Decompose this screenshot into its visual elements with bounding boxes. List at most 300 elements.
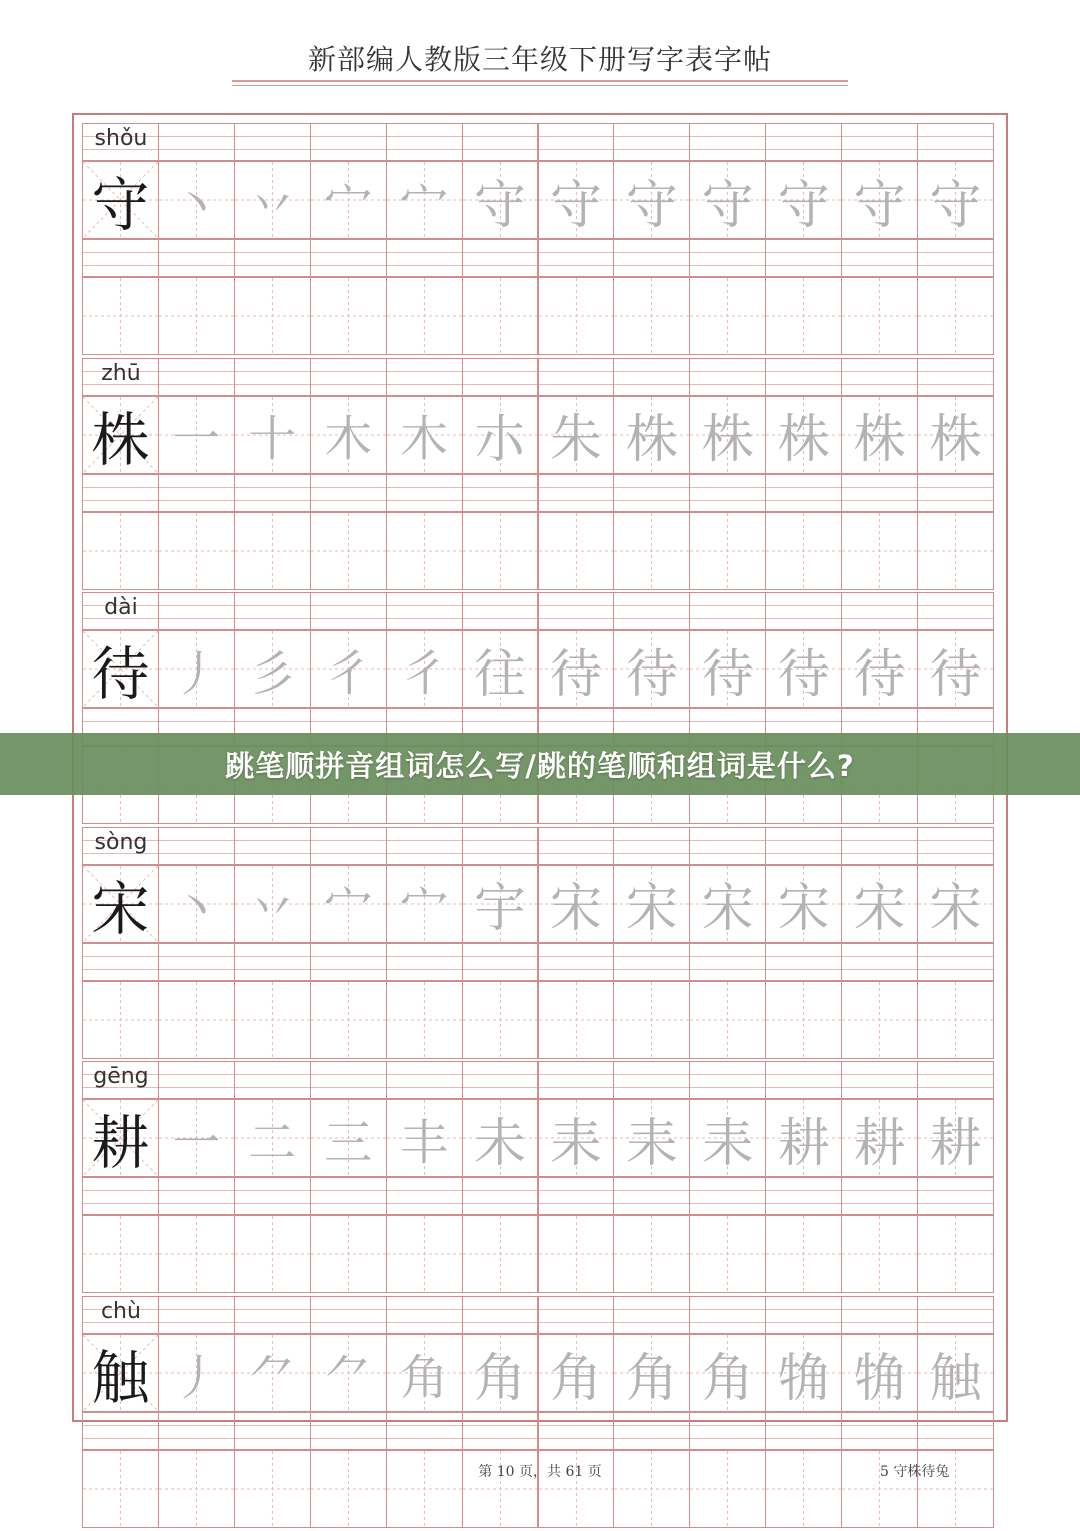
document-title: 新部编人教版三年级下册写字表字帖 xyxy=(307,43,772,76)
practice-pinyin-cell[interactable] xyxy=(386,1412,463,1450)
stroke-step: ⺈ xyxy=(248,1349,297,1406)
practice-character-cell[interactable] xyxy=(158,1215,235,1293)
practice-character-cell[interactable] xyxy=(158,981,235,1059)
stroke-step-cell xyxy=(841,630,918,708)
practice-character-cell[interactable] xyxy=(917,512,994,590)
practice-character-cell[interactable] xyxy=(841,1215,918,1293)
practice-character-cell[interactable] xyxy=(689,1215,766,1293)
pinyin-cell xyxy=(613,592,690,630)
pinyin-cell xyxy=(538,1061,615,1099)
practice-character-cell[interactable] xyxy=(82,277,159,355)
practice-pinyin-cell[interactable] xyxy=(841,1177,918,1215)
stroke-step-cell xyxy=(765,1099,842,1177)
practice-character-cell[interactable] xyxy=(841,981,918,1059)
pinyin-cell xyxy=(310,1061,387,1099)
pinyin-cell xyxy=(689,827,766,865)
practice-pinyin-cell[interactable] xyxy=(234,474,311,512)
stroke-step-cell xyxy=(765,865,842,943)
pinyin-cell xyxy=(917,1061,994,1099)
stroke-step: 二 xyxy=(248,1114,297,1171)
practice-character-cell[interactable] xyxy=(158,512,235,590)
practice-character-cell[interactable] xyxy=(462,277,539,355)
stroke-step-cell xyxy=(462,630,539,708)
pinyin-cell xyxy=(841,592,918,630)
stroke-step-cell xyxy=(234,630,311,708)
stroke-step-cell xyxy=(613,630,690,708)
stroke-step: 彡 xyxy=(248,645,297,702)
practice-pinyin-cell[interactable] xyxy=(613,943,690,981)
practice-character-cell[interactable] xyxy=(462,981,539,1059)
stroke-step-cell xyxy=(765,630,842,708)
practice-character-cell[interactable] xyxy=(310,277,387,355)
character-row xyxy=(82,1296,993,1531)
stroke-step: 宀 xyxy=(324,176,373,233)
stroke-step: 宋 xyxy=(853,879,906,940)
practice-character-cell[interactable] xyxy=(613,1215,690,1293)
practice-pinyin-cell[interactable] xyxy=(689,474,766,512)
model-character-cell xyxy=(82,161,159,239)
pinyin-cell xyxy=(386,1061,463,1099)
stroke-step-cell xyxy=(386,396,463,474)
stroke-step-cell xyxy=(689,865,766,943)
practice-pinyin-cell[interactable] xyxy=(462,1177,539,1215)
pinyin-cell xyxy=(765,592,842,630)
stroke-step: 未 xyxy=(474,1113,527,1174)
footer-page-info: 第 10 页，共 61 页 xyxy=(478,1464,602,1480)
pinyin-band xyxy=(82,1061,993,1099)
practice-pinyin-cell[interactable] xyxy=(841,1412,918,1450)
model-character: 触 xyxy=(91,1344,150,1412)
practice-pinyin-cell[interactable] xyxy=(82,239,159,277)
stroke-step: 守 xyxy=(549,175,602,236)
practice-pinyin-cell[interactable] xyxy=(158,474,235,512)
stroke-step: 株 xyxy=(625,410,678,471)
pinyin-cell xyxy=(310,358,387,396)
stroke-step-cell xyxy=(234,865,311,943)
practice-pinyin-cell[interactable] xyxy=(386,239,463,277)
model-character: 耕 xyxy=(91,1109,150,1178)
practice-character-cell[interactable] xyxy=(386,277,463,355)
stroke-step: 角 xyxy=(474,1348,527,1409)
stroke-step: 往 xyxy=(474,644,527,705)
pinyin-cell xyxy=(462,358,539,396)
practice-pinyin-cell[interactable] xyxy=(462,1412,539,1450)
pinyin-label: dài xyxy=(104,595,138,621)
stroke-step-cell xyxy=(613,1334,690,1412)
pinyin-cell xyxy=(538,123,615,161)
pinyin-cell xyxy=(917,592,994,630)
stroke-step-cell xyxy=(689,1099,766,1177)
practice-pinyin-cell[interactable] xyxy=(538,943,615,981)
practice-character-cell[interactable] xyxy=(917,277,994,355)
stroke-step: 守 xyxy=(777,175,830,236)
practice-pinyin-cell[interactable] xyxy=(462,239,539,277)
stroke-step: 丰 xyxy=(400,1114,449,1171)
pinyin-cell xyxy=(841,827,918,865)
practice-pinyin-band xyxy=(82,943,993,981)
stroke-step: 守 xyxy=(474,175,527,236)
pinyin-cell xyxy=(234,592,311,630)
title-underline-bottom xyxy=(232,85,848,86)
pinyin-cell xyxy=(158,358,235,396)
practice-pinyin-cell[interactable] xyxy=(917,474,994,512)
pinyin-cell xyxy=(82,358,159,396)
practice-pinyin-cell[interactable] xyxy=(310,1177,387,1215)
character-row xyxy=(82,1061,993,1296)
practice-pinyin-cell[interactable] xyxy=(234,239,311,277)
stroke-step-cell xyxy=(158,1334,235,1412)
stroke-step: 丶 xyxy=(172,880,221,937)
pinyin-cell xyxy=(310,123,387,161)
stroke-step: 株 xyxy=(853,410,906,471)
pinyin-cell xyxy=(689,1061,766,1099)
practice-pinyin-cell[interactable] xyxy=(917,1412,994,1450)
pinyin-cell xyxy=(689,123,766,161)
practice-pinyin-cell[interactable] xyxy=(82,1177,159,1215)
stroke-step-cell xyxy=(310,161,387,239)
stroke-step: 待 xyxy=(625,644,678,705)
practice-pinyin-cell[interactable] xyxy=(82,474,159,512)
pinyin-band xyxy=(82,358,993,396)
stroke-step-cell xyxy=(462,1099,539,1177)
pinyin-cell xyxy=(765,1061,842,1099)
practice-pinyin-cell[interactable] xyxy=(310,1412,387,1450)
pinyin-cell xyxy=(234,827,311,865)
stroke-step-cell xyxy=(689,396,766,474)
pinyin-cell xyxy=(234,123,311,161)
pinyin-cell xyxy=(386,827,463,865)
pinyin-cell xyxy=(82,123,159,161)
pinyin-cell xyxy=(841,1296,918,1334)
stroke-step: 株 xyxy=(777,410,830,471)
stroke-step-cell xyxy=(310,630,387,708)
title-underline-top xyxy=(232,80,848,82)
stroke-step-cell xyxy=(689,1334,766,1412)
pinyin-cell xyxy=(689,1296,766,1334)
practice-pinyin-cell[interactable] xyxy=(917,239,994,277)
stroke-step: 朱 xyxy=(549,410,602,471)
practice-pinyin-cell[interactable] xyxy=(841,239,918,277)
practice-character-cell[interactable] xyxy=(310,1215,387,1293)
practice-pinyin-cell[interactable] xyxy=(538,1177,615,1215)
stroke-step-cell xyxy=(538,161,615,239)
stroke-step-cell xyxy=(689,630,766,708)
stroke-step-cell xyxy=(462,161,539,239)
practice-character-cell[interactable] xyxy=(765,981,842,1059)
overlay-banner xyxy=(0,733,1080,795)
pinyin-band xyxy=(82,123,993,161)
stroke-step: 待 xyxy=(777,644,830,705)
stroke-step-cell xyxy=(765,1334,842,1412)
pinyin-cell xyxy=(462,123,539,161)
stroke-step-cell xyxy=(917,161,994,239)
practice-pinyin-cell[interactable] xyxy=(613,474,690,512)
stroke-step: 待 xyxy=(929,644,982,705)
stroke-step: 耒 xyxy=(701,1113,754,1174)
practice-pinyin-cell[interactable] xyxy=(689,1177,766,1215)
practice-pinyin-cell[interactable] xyxy=(765,474,842,512)
practice-character-cell[interactable] xyxy=(310,981,387,1059)
stroke-step-cell xyxy=(613,161,690,239)
pinyin-cell xyxy=(234,1061,311,1099)
practice-character-cell[interactable] xyxy=(158,277,235,355)
stroke-step-cell xyxy=(538,865,615,943)
practice-pinyin-cell[interactable] xyxy=(310,239,387,277)
practice-pinyin-band xyxy=(82,1412,993,1450)
stroke-step-cell xyxy=(386,161,463,239)
practice-character-cell[interactable] xyxy=(462,512,539,590)
practice-pinyin-cell[interactable] xyxy=(234,1412,311,1450)
stroke-step-cell xyxy=(310,396,387,474)
model-character-cell xyxy=(82,1334,159,1412)
stroke-step: 木 xyxy=(400,411,449,468)
stroke-step: 待 xyxy=(853,644,906,705)
practice-character-cell[interactable] xyxy=(765,512,842,590)
practice-character-cell[interactable] xyxy=(234,981,311,1059)
stroke-step-cell xyxy=(613,865,690,943)
practice-pinyin-cell[interactable] xyxy=(765,1412,842,1450)
stroke-step-cell xyxy=(613,396,690,474)
pinyin-label: gēng xyxy=(93,1064,149,1090)
stroke-step: 待 xyxy=(701,644,754,705)
stroke-step-cell xyxy=(158,630,235,708)
practice-character-cell[interactable] xyxy=(917,1215,994,1293)
practice-character-cell[interactable] xyxy=(689,277,766,355)
practice-pinyin-cell[interactable] xyxy=(234,1177,311,1215)
stroke-step-cell xyxy=(538,630,615,708)
pinyin-cell xyxy=(310,827,387,865)
stroke-step: 守 xyxy=(625,175,678,236)
stroke-step: 触 xyxy=(929,1348,982,1409)
stroke-step-cell xyxy=(917,1099,994,1177)
practice-pinyin-cell[interactable] xyxy=(158,1412,235,1450)
model-character: 宋 xyxy=(91,874,150,943)
stroke-step: 宋 xyxy=(929,879,982,940)
pinyin-cell xyxy=(538,827,615,865)
model-character-cell xyxy=(82,1099,159,1177)
stroke-step-cell xyxy=(917,630,994,708)
stroke-step-cell xyxy=(310,865,387,943)
pinyin-cell xyxy=(158,827,235,865)
practice-pinyin-cell[interactable] xyxy=(841,474,918,512)
practice-pinyin-cell[interactable] xyxy=(613,239,690,277)
pinyin-cell xyxy=(82,1061,159,1099)
practice-character-cell[interactable] xyxy=(917,981,994,1059)
practice-character-cell[interactable] xyxy=(386,981,463,1059)
practice-pinyin-cell[interactable] xyxy=(158,239,235,277)
practice-character-cell[interactable] xyxy=(538,1215,615,1293)
practice-character-cell[interactable] xyxy=(841,512,918,590)
practice-character-cell[interactable] xyxy=(386,1215,463,1293)
practice-character-cell[interactable] xyxy=(234,277,311,355)
practice-pinyin-cell[interactable] xyxy=(841,943,918,981)
stroke-step: 觕 xyxy=(853,1348,906,1409)
stroke-step-cell xyxy=(841,396,918,474)
stroke-step-cell xyxy=(386,630,463,708)
pinyin-cell xyxy=(917,827,994,865)
stroke-step-cell xyxy=(386,1099,463,1177)
stroke-step-cell xyxy=(462,865,539,943)
stroke-step: 守 xyxy=(853,175,906,236)
stroke-step-cell xyxy=(613,1099,690,1177)
stroke-step: 宀 xyxy=(324,880,373,937)
practice-pinyin-cell[interactable] xyxy=(689,943,766,981)
practice-character-cell[interactable] xyxy=(841,277,918,355)
pinyin-cell xyxy=(841,358,918,396)
stroke-step-cell xyxy=(538,396,615,474)
practice-pinyin-cell[interactable] xyxy=(765,239,842,277)
stroke-step: 耕 xyxy=(853,1113,906,1174)
stroke-step: 宋 xyxy=(701,879,754,940)
stroke-step: 宇 xyxy=(474,879,527,940)
pinyin-label: chù xyxy=(100,1299,141,1324)
character-row xyxy=(82,123,993,358)
pinyin-cell xyxy=(917,123,994,161)
stroke-step: 木 xyxy=(324,411,373,468)
pinyin-cell xyxy=(462,827,539,865)
practice-pinyin-cell[interactable] xyxy=(462,474,539,512)
practice-character-cell[interactable] xyxy=(82,981,159,1059)
stroke-step-cell xyxy=(310,1099,387,1177)
pinyin-cell xyxy=(917,358,994,396)
pinyin-cell xyxy=(386,592,463,630)
pinyin-cell xyxy=(765,123,842,161)
practice-character-cell[interactable] xyxy=(234,512,311,590)
practice-character-cell[interactable] xyxy=(462,1215,539,1293)
practice-character-cell[interactable] xyxy=(613,512,690,590)
practice-character-cell[interactable] xyxy=(82,512,159,590)
practice-pinyin-cell[interactable] xyxy=(386,1177,463,1215)
practice-character-cell[interactable] xyxy=(234,1215,311,1293)
practice-pinyin-cell[interactable] xyxy=(386,474,463,512)
pinyin-cell xyxy=(689,358,766,396)
stroke-step-cell xyxy=(917,1334,994,1412)
practice-character-cell[interactable] xyxy=(765,277,842,355)
practice-character-cell[interactable] xyxy=(765,1215,842,1293)
pinyin-cell xyxy=(689,592,766,630)
practice-pinyin-cell[interactable] xyxy=(689,239,766,277)
pinyin-cell xyxy=(82,592,159,630)
stroke-step-cell xyxy=(917,865,994,943)
stroke-step: 耒 xyxy=(625,1113,678,1174)
pinyin-label: shǒu xyxy=(94,126,148,151)
practice-pinyin-cell[interactable] xyxy=(234,943,311,981)
pinyin-cell xyxy=(841,1061,918,1099)
stroke-step-cell xyxy=(765,161,842,239)
stroke-step: 守 xyxy=(929,175,982,236)
practice-character-cell[interactable] xyxy=(538,981,615,1059)
stroke-step-cell xyxy=(234,396,311,474)
stroke-step: 宀 xyxy=(400,880,449,937)
pinyin-cell xyxy=(234,358,311,396)
practice-character-cell[interactable] xyxy=(538,512,615,590)
stroke-step-cell xyxy=(158,161,235,239)
stroke-step: 角 xyxy=(549,1348,602,1409)
practice-character-cell[interactable] xyxy=(386,512,463,590)
model-character: 守 xyxy=(91,171,150,239)
practice-character-cell[interactable] xyxy=(689,512,766,590)
stroke-step: 彳 xyxy=(400,645,449,702)
character-row xyxy=(82,358,993,593)
practice-character-cell[interactable] xyxy=(82,1215,159,1293)
stroke-step-cell xyxy=(462,396,539,474)
stroke-step: 丷 xyxy=(248,176,297,233)
practice-pinyin-cell[interactable] xyxy=(613,1412,690,1450)
practice-character-cell[interactable] xyxy=(689,981,766,1059)
stroke-step: 角 xyxy=(400,1349,449,1406)
overlay-title: 跳笔顺拼音组词怎么写/跳的笔顺和组词是什么? xyxy=(225,748,855,783)
practice-pinyin-cell[interactable] xyxy=(158,943,235,981)
pinyin-cell xyxy=(613,1296,690,1334)
stroke-step: 宋 xyxy=(625,879,678,940)
practice-pinyin-cell[interactable] xyxy=(158,1177,235,1215)
stroke-step: 角 xyxy=(701,1348,754,1409)
stroke-step: 待 xyxy=(549,644,602,705)
pinyin-cell xyxy=(613,123,690,161)
stroke-step-cell xyxy=(158,865,235,943)
pinyin-cell xyxy=(82,1296,159,1334)
stroke-step: 十 xyxy=(248,411,297,468)
stroke-step: 丿 xyxy=(172,645,221,702)
stroke-step: 彳 xyxy=(324,645,373,702)
practice-character-cell[interactable] xyxy=(613,277,690,355)
practice-pinyin-cell[interactable] xyxy=(386,943,463,981)
practice-pinyin-cell[interactable] xyxy=(613,1177,690,1215)
practice-pinyin-cell[interactable] xyxy=(538,474,615,512)
footer-lesson-tag: 5 守株待兔 xyxy=(880,1464,950,1480)
practice-pinyin-cell[interactable] xyxy=(538,1412,615,1450)
practice-pinyin-cell[interactable] xyxy=(917,943,994,981)
pinyin-cell xyxy=(613,1061,690,1099)
pinyin-cell xyxy=(538,1296,615,1334)
stroke-step-cell xyxy=(841,865,918,943)
stroke-step-cell xyxy=(841,161,918,239)
practice-pinyin-cell[interactable] xyxy=(765,1177,842,1215)
pinyin-cell xyxy=(765,358,842,396)
practice-pinyin-cell[interactable] xyxy=(917,1177,994,1215)
stroke-step: 丶 xyxy=(172,176,221,233)
practice-pinyin-cell[interactable] xyxy=(82,1412,159,1450)
practice-pinyin-cell[interactable] xyxy=(689,1412,766,1450)
stroke-step: ⺈ xyxy=(324,1349,373,1406)
stroke-step: 一 xyxy=(172,1114,221,1171)
practice-character-cell[interactable] xyxy=(613,981,690,1059)
practice-pinyin-cell[interactable] xyxy=(82,943,159,981)
practice-pinyin-cell[interactable] xyxy=(310,943,387,981)
stroke-step-cell xyxy=(310,1334,387,1412)
stroke-step-cell xyxy=(234,161,311,239)
stroke-step: 耕 xyxy=(777,1113,830,1174)
stroke-step: 宋 xyxy=(549,879,602,940)
practice-pinyin-cell[interactable] xyxy=(538,239,615,277)
stroke-step: 株 xyxy=(701,410,754,471)
pinyin-cell xyxy=(386,123,463,161)
practice-character-cell[interactable] xyxy=(310,512,387,590)
pinyin-cell xyxy=(765,827,842,865)
stroke-step-cell xyxy=(386,865,463,943)
pinyin-band xyxy=(82,592,993,630)
pinyin-cell xyxy=(917,1296,994,1334)
stroke-step: 耒 xyxy=(549,1113,602,1174)
practice-pinyin-band xyxy=(82,1177,993,1215)
pinyin-cell xyxy=(158,123,235,161)
stroke-step: 觕 xyxy=(777,1348,830,1409)
stroke-step-cell xyxy=(158,396,235,474)
practice-character-cell[interactable] xyxy=(538,277,615,355)
practice-pinyin-cell[interactable] xyxy=(462,943,539,981)
practice-pinyin-cell[interactable] xyxy=(310,474,387,512)
practice-pinyin-cell[interactable] xyxy=(765,943,842,981)
